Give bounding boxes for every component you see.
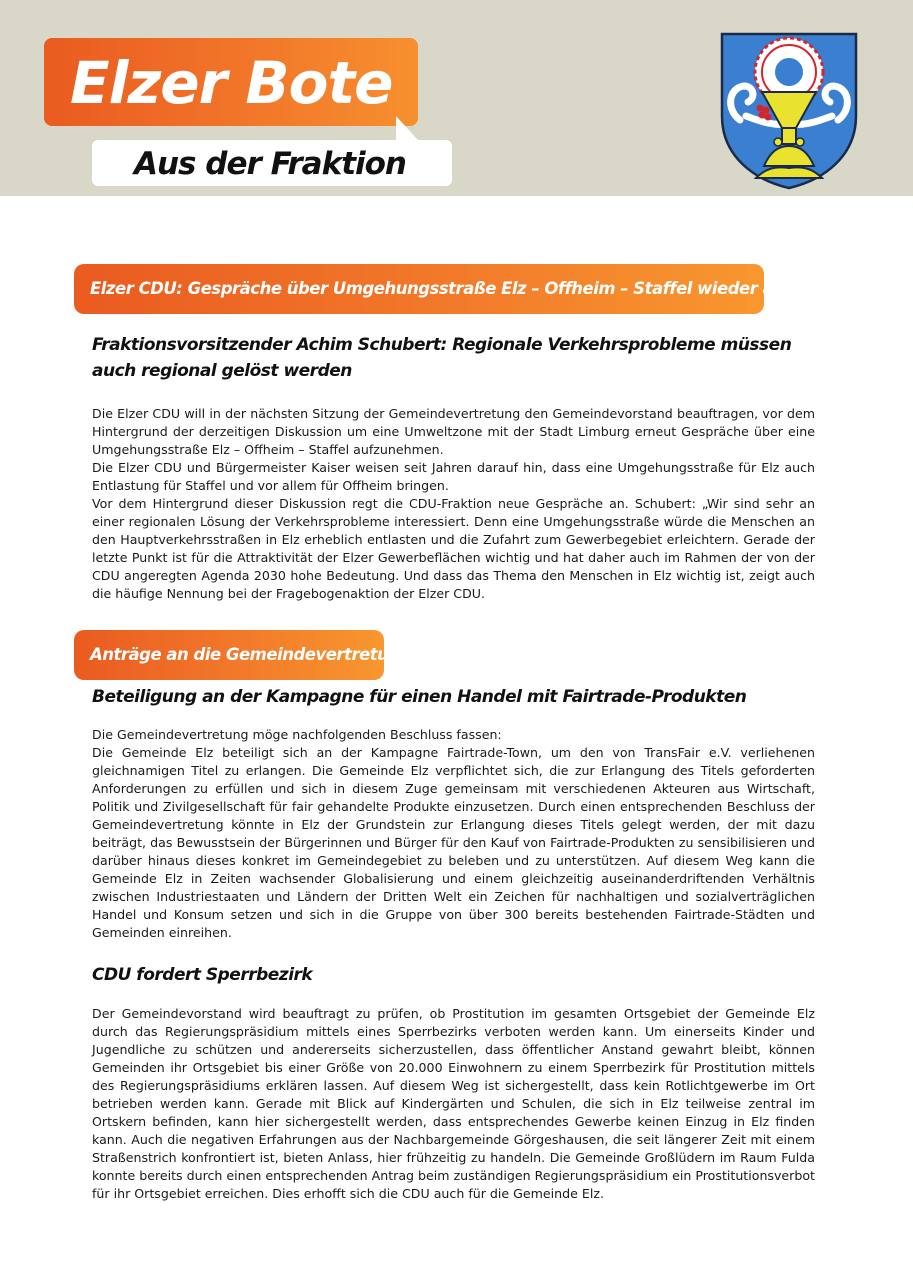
article-heading-fairtrade: Beteiligung an der Kampagne für einen Handel mit Fairtrade-Produkten — [92, 687, 747, 707]
subtitle-pointer — [396, 116, 418, 140]
paragraph: Die Gemeinde Elz beteiligt sich an der Kampagne Fairtrade-Town, um den von TransFair e.V. verliehenen gleichnamigen Titel zu erlangen. Die Gemeinde Elz verpflichtet sich, die zur Erlangung des Titels geforderten Anforderungen zu erfüllen und sich in diesem Zuge gemeinsam mit verschiedenen Akteuren aus Wirtschaft, Politik und Zivilgesellschaft für fair gehandelte Produkte einzusetzen. Durch einen entsprechenden Beschluss der Gemeindevertretung könnte in Elz der Grundstein zur Erlangung dieses Titels gelegt werden, der mit dazu beiträgt, das Bewusstsein der Bürgerinnen und Bürger für den Kauf von Fairtrade-Produkten zu sensibilisieren und darüber hinaus dieses konkret im Gemeindegebiet zu beleben und zu unterstützen. Auf diesem Weg kann die Gemeinde Elz in Zeiten wachsender Globalisierung und einem gleichzeitig auseinanderdriftenden Verhältnis zwischen Industriestaaten und Ländern der Dritten Welt ein Zeichen für nachhaltigen und sozialverträglichen Handel und Konsum setzen und sich in die Gruppe von über 300 bereits bestehenden Fairtrade-Städten und Gemeinden einreihen. — [92, 745, 815, 940]
paragraph: Die Elzer CDU will in der nächsten Sitzung der Gemeindevertretung den Gemeindevorstand beauftragen, vor dem Hintergrund der derzeitigen Diskussion um eine Umweltzone mit der Stadt Limburg erneut Gespräche über eine Umgehungsstraße Elz – Offheim – Staffel aufzunehmen. — [92, 406, 815, 457]
newsletter-subtitle: Aus der Fraktion — [134, 146, 407, 182]
paragraph: Die Elzer CDU und Bürgermeister Kaiser weisen seit Jahren darauf hin, dass eine Umgehungsstraße für Elz auch Entlastung für Staffel und vor allem für Offheim bringen. — [92, 460, 815, 493]
article-body-sperrbezirk — [92, 1005, 815, 1203]
paragraph: Die Gemeindevertretung möge nachfolgenden Beschluss fassen: — [92, 727, 502, 742]
article-heading-sperrbezirk: CDU fordert Sperrbezirk — [92, 965, 313, 985]
newsletter-title: Elzer Bote — [70, 49, 393, 117]
article-heading-umgehungsstrasse: Fraktionsvorsitzender Achim Schubert: Regionale Verkehrsprobleme müssen auch regional gelöst werden — [92, 335, 792, 381]
article-body-umgehungsstrasse — [92, 405, 815, 603]
section-banner-antraege — [74, 630, 411, 680]
article-body-fairtrade — [92, 726, 815, 942]
paragraph: Vor dem Hintergrund dieser Diskussion regt die CDU-Fraktion neue Gespräche an. Schubert: „Wir sind sehr an einer regionalen Lösung der Verkehrsprobleme interessiert. Denn eine Umgehungsstraße würde die Menschen an den Hauptverkehrsstraßen in Elz erheblich entlasten und die Zufahrt zum Gewerbegebiet erleichtern. Gerade der letzte Punkt ist für die Attraktivität der Elzer Gewerbeflächen wichtig und hat daher auch im Rahmen der von der CDU angeregten Agenda 2030 hohe Bedeutung. Und dass das Thema den Menschen in Elz wichtig ist, zeigt auch die häufige Nennung bei der Fragebogenaktion der Elzer CDU. — [92, 496, 815, 601]
section-banner-umgehungsstrasse — [74, 264, 864, 314]
coat-of-arms-icon — [718, 30, 860, 190]
banner-text: Anträge an die Gemeindevertretung — [90, 645, 411, 664]
banner-text: Elzer CDU: Gespräche über Umgehungsstraße Elz – Offheim – Staffel wieder aufnehmen — [90, 279, 864, 298]
paragraph: Der Gemeindevorstand wird beauftragt zu prüfen, ob Prostitution im gesamten Ortsgebiet der Gemeinde Elz durch das Regierungspräsidium mittels eines Sperrbezirks verboten werden kann. Um einerseits Kinder und Jugendliche zu schützen und andererseits sicherzustellen, dass öffentlicher Anstand gewahrt bleibt, können Gemeinden ihr Ortsgebiet bis einer Größe von 20.000 Einwohnern zu einem Sperrbezirk für Prostitution mittels des Regierungspräsidiums erklären lassen. Auf diesem Weg ist sichergestellt, dass kein Rotlichtgewerbe im Ort betrieben werden kann. Gerade mit Blick auf Kindergärten und Schulen, die sich in Elz teilweise zentral im Ortskern befinden, kann hier sichergestellt werden, dass entsprechendes Gewerbe keinen Einzug in Elz finden kann. Auch die negativen Erfahrungen aus der Nachbargemeinde Görgeshausen, die seit längerer Zeit mit einem Straßenstrich konfrontiert ist, bieten Anlass, hier frühzeitig zu handeln. Die Gemeinde Großlüdern im Raum Fulda konnte bereits durch einen entsprechenden Antrag beim zuständigen Regierungspräsidium ein Prostitutionsverbot für ihr Ortsgebiet erreichen. Dies erhofft sich die CDU auch für die Gemeinde Elz. — [92, 1006, 815, 1201]
